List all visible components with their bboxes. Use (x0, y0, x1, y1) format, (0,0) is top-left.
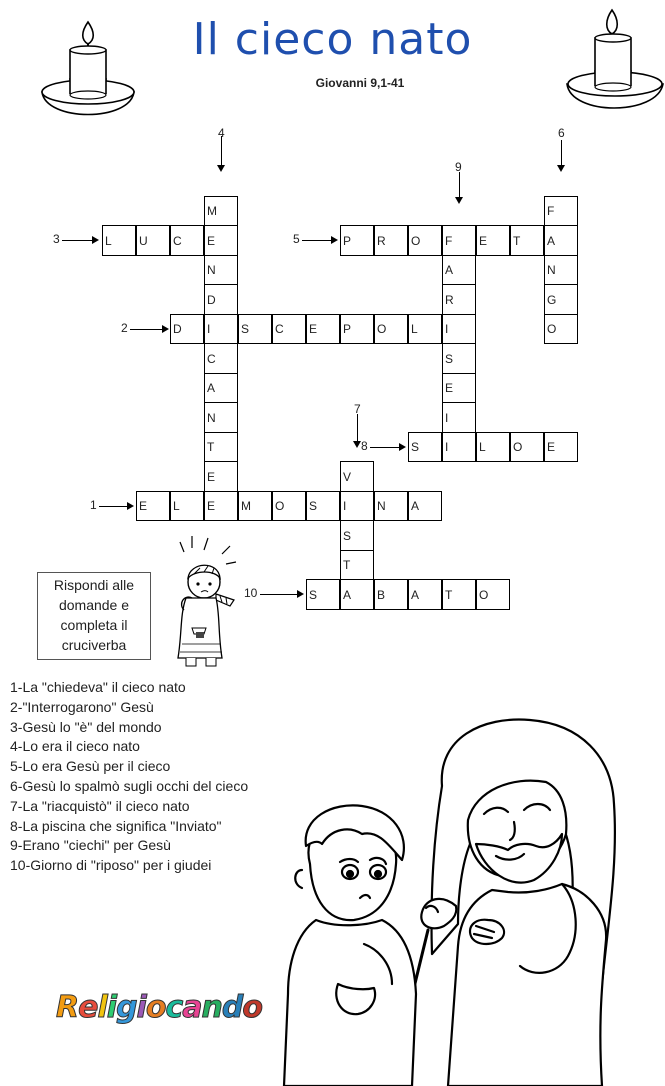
crossword-cell[interactable]: L (102, 225, 136, 256)
page-title: Il cieco nato (192, 14, 473, 65)
crossword-cell[interactable]: R (374, 225, 408, 256)
arrow-right-icon (260, 594, 302, 595)
crossword-cell[interactable]: S (442, 343, 476, 374)
arrow-right-icon (130, 329, 167, 330)
crossword-cell[interactable]: E (476, 225, 510, 256)
crossword-cell[interactable]: T (340, 550, 374, 580)
crossword-cell[interactable]: T (442, 579, 476, 610)
down-clue-number: 9 (455, 160, 462, 174)
crossword-cell[interactable]: E (204, 225, 238, 256)
crossword-cell[interactable]: A (408, 491, 442, 521)
crossword-cell[interactable]: A (544, 225, 578, 256)
clue-item: 9-Erano "ciechi" per Gesù (10, 837, 171, 854)
jesus-healing-illustration (262, 694, 665, 1086)
arrow-down-icon (561, 140, 562, 170)
crossword-cell[interactable]: O (374, 314, 408, 344)
logo-letter: d (221, 990, 243, 1025)
clue-item: 5-Lo era Gesù per il cieco (10, 758, 171, 775)
crossword-cell[interactable]: E (204, 461, 238, 492)
crossword-cell[interactable]: I (442, 432, 476, 462)
crossword-cell[interactable]: F (544, 196, 578, 226)
crossword-cell[interactable]: S (306, 579, 340, 610)
crossword-cell[interactable]: L (476, 432, 510, 462)
crossword-cell[interactable]: M (204, 196, 238, 226)
crossword-cell[interactable]: N (374, 491, 408, 521)
across-clue-number: 2 (121, 321, 128, 335)
crossword-cell[interactable]: R (442, 284, 476, 315)
crossword-cell[interactable]: N (544, 255, 578, 285)
across-clue-number: 8 (361, 439, 368, 453)
arrow-down-icon (357, 414, 358, 446)
down-clue-number: 4 (218, 126, 225, 140)
page-subtitle: Giovanni 9,1-41 (315, 76, 405, 90)
crossword-cell[interactable]: N (204, 255, 238, 285)
crossword-cell[interactable]: N (204, 402, 238, 433)
logo-letter: c (165, 990, 183, 1025)
clue-item: 6-Gesù lo spalmò sugli occhi del cieco (10, 777, 249, 794)
crossword-cell[interactable]: T (204, 432, 238, 462)
crossword-cell[interactable]: I (204, 314, 238, 344)
clue-item: 2-"Interrogarono" Gesù (10, 698, 154, 715)
logo-letter: o (145, 990, 166, 1025)
logo-letter: e (78, 990, 98, 1025)
crossword-cell[interactable]: M (238, 491, 272, 521)
crossword-cell[interactable]: O (544, 314, 578, 344)
crossword-cell[interactable]: L (408, 314, 442, 344)
crossword-cell[interactable]: C (170, 225, 204, 256)
logo-letter: R (56, 990, 79, 1025)
crossword-cell[interactable]: S (238, 314, 272, 344)
crossword-cell[interactable]: B (374, 579, 408, 610)
arrow-right-icon (99, 506, 132, 507)
religiocando-logo (56, 990, 262, 1025)
logo-letter: g (116, 990, 137, 1025)
crossword-cell[interactable]: D (204, 284, 238, 315)
crossword-cell[interactable]: C (272, 314, 306, 344)
clue-item: 7-La "riacquistò" il cieco nato (10, 797, 190, 814)
crossword-cell[interactable]: O (476, 579, 510, 610)
crossword-cell[interactable]: G (544, 284, 578, 315)
crossword-cell[interactable]: E (306, 314, 340, 344)
arrow-right-icon (62, 240, 97, 241)
crossword-cell[interactable]: P (340, 314, 374, 344)
logo-letter: i (136, 990, 146, 1025)
instructions-box: Rispondi alle domande e completa il cruciverba (37, 572, 151, 660)
clue-item: 4-Lo era il cieco nato (10, 738, 140, 755)
crossword-cell[interactable]: I (442, 314, 476, 344)
crossword-cell[interactable]: S (306, 491, 340, 521)
crossword-cell[interactable]: C (204, 343, 238, 374)
clue-item: 8-La piscina che significa "Inviato" (10, 817, 222, 834)
crossword-cell[interactable]: O (272, 491, 306, 521)
crossword-cell[interactable]: E (442, 373, 476, 403)
down-clue-number: 6 (558, 126, 565, 140)
across-clue-number: 3 (53, 232, 60, 246)
arrow-down-icon (459, 172, 460, 202)
logo-letter: a (182, 990, 202, 1025)
logo-letter: i (106, 990, 117, 1025)
crossword-cell[interactable]: I (340, 491, 374, 521)
across-clue-number: 1 (90, 498, 97, 512)
crossword-cell[interactable]: A (408, 579, 442, 610)
down-clue-number: 7 (354, 402, 361, 416)
crossword-cell[interactable]: E (204, 491, 238, 521)
logo-letter: n (201, 990, 222, 1025)
crossword-cell[interactable]: O (408, 225, 442, 256)
arrow-down-icon (221, 136, 222, 170)
clue-item: 1-La "chiedeva" il cieco nato (10, 679, 186, 695)
logo-letter: o (242, 990, 262, 1025)
crossword-cell[interactable]: L (170, 491, 204, 521)
arrow-right-icon (302, 240, 336, 241)
clue-item: 3-Gesù lo "è" del mondo (10, 718, 162, 735)
crossword-cell[interactable]: A (340, 579, 374, 610)
crossword-cell[interactable]: D (170, 314, 204, 344)
clue-list (10, 678, 248, 876)
crossword-cell[interactable]: T (510, 225, 544, 256)
crossword-cell[interactable]: I (442, 402, 476, 433)
crossword-cell[interactable]: A (442, 255, 476, 285)
clue-item: 10-Giorno di "riposo" per i giudei (10, 857, 212, 874)
arrow-right-icon (370, 447, 404, 448)
crossword-cell[interactable]: V (340, 461, 374, 492)
crossword-cell[interactable]: U (136, 225, 170, 256)
crossword-cell[interactable]: S (408, 432, 442, 462)
crossword-cell[interactable]: E (544, 432, 578, 462)
crossword-cell[interactable]: O (510, 432, 544, 462)
across-clue-number: 10 (244, 586, 258, 600)
thinking-child-icon (160, 534, 250, 674)
logo-letter: l (97, 990, 107, 1025)
crossword-cell[interactable]: S (340, 520, 374, 551)
crossword-cell[interactable]: F (442, 225, 476, 256)
crossword-cell[interactable]: A (204, 373, 238, 403)
across-clue-number: 5 (293, 232, 300, 246)
crossword-cell[interactable]: E (136, 491, 170, 521)
crossword-cell[interactable]: P (340, 225, 374, 256)
